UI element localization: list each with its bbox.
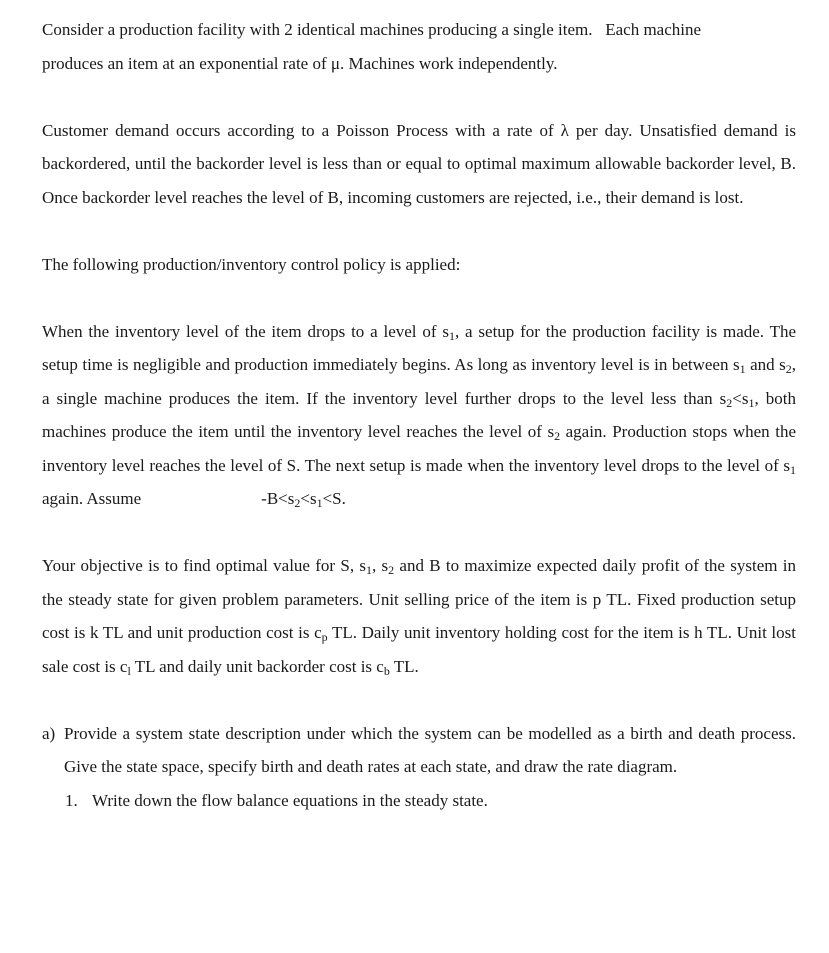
- question-1-text: Write down the flow balance equations in the steady state.: [92, 790, 488, 810]
- text-run: When the inventory level of the item drops to a level of s: [42, 321, 449, 341]
- text-run: <s: [732, 388, 749, 408]
- paragraph-gap: [42, 516, 796, 550]
- paragraph-gap: [42, 281, 796, 315]
- subscript: 2: [554, 429, 561, 443]
- text-run: <S.: [322, 489, 346, 508]
- subscript: 1: [739, 362, 746, 376]
- intro-paragraph: [42, 13, 796, 80]
- question-1-marker: 1.: [65, 790, 78, 810]
- text-run: again. Assume: [42, 489, 142, 508]
- subscript: 1: [748, 395, 755, 410]
- text-run: TL.: [389, 656, 419, 676]
- text-run: TL and daily unit backorder cost is c: [130, 656, 384, 676]
- text-run: and s: [745, 355, 786, 374]
- subscript: 1: [316, 496, 323, 510]
- subscript: 1: [365, 563, 372, 577]
- text-run: TL. Daily unit inventory holding cost for the item is h TL. Unit lost sale cost is c: [42, 623, 796, 676]
- subscript: p: [321, 630, 328, 644]
- policy-paragraph: [42, 315, 796, 516]
- text-run: Your objective is to find optimal value for S, s: [42, 556, 366, 575]
- text-run: <s: [300, 489, 317, 508]
- intro-line-2: produces an item at an exponential rate of μ. Machines work independently.: [42, 53, 558, 73]
- demand-paragraph: Customer demand occurs according to a Poisson Process with a rate of λ per day. Unsatisfied demand is backordered, until the backorder level is less than or equal to optimal maximum allowable backorder level, B. Once backorder level reaches the level of B, incoming customers are rejected, i.e., their demand is lost.: [42, 120, 796, 207]
- subscript: 2: [726, 395, 733, 410]
- text-run: again. Production stops when the inventory level reaches the level of S. The next setup is made when the inventory level drops to the level of s: [42, 422, 796, 475]
- question-a-marker: a): [42, 723, 56, 743]
- subscript: 2: [294, 496, 301, 510]
- question-a: [42, 717, 796, 784]
- text-run: , a setup for the production facility is made. The setup time is negligible and production immediately begins. As long as inventory level is in between s: [42, 321, 796, 374]
- paragraph-gap: [42, 683, 796, 717]
- subscript: l: [127, 663, 131, 678]
- intro-line-1: Consider a production facility with 2 identical machines producing a single item. Each machine: [42, 20, 702, 39]
- question-a-text: Provide a system state description under which the system can be modelled as a birth and death process. Give the state space, specify birth and death rates at each state, and draw the rate diagram.: [64, 723, 796, 776]
- subscript: 1: [790, 462, 796, 477]
- subscript: 2: [388, 563, 395, 577]
- paragraph-gap: [42, 80, 796, 114]
- question-1: [42, 784, 796, 818]
- document-page: [42, 13, 796, 817]
- subscript: 1: [448, 328, 455, 343]
- text-run: -B<s: [261, 489, 295, 508]
- subscript: b: [383, 663, 390, 678]
- text-run: , both machines produce the item until the inventory level reaches the level of s: [42, 388, 796, 441]
- assumption-inequality: [261, 482, 346, 516]
- text-run: , a single machine produces the item. If the inventory level further drops to the level less than s: [42, 355, 796, 408]
- text-run: , s: [371, 556, 389, 575]
- paragraph-gap: [42, 214, 796, 248]
- text-run: and B to maximize expected daily profit of the system in the steady state for given problem parameters. Unit selling price of the item is p TL. Fixed production setup cost is k TL and unit production cost is c: [42, 556, 796, 642]
- subscript: 2: [785, 362, 792, 376]
- objective-paragraph: [42, 549, 796, 683]
- policy-intro-paragraph: The following production/inventory control policy is applied:: [42, 254, 461, 274]
